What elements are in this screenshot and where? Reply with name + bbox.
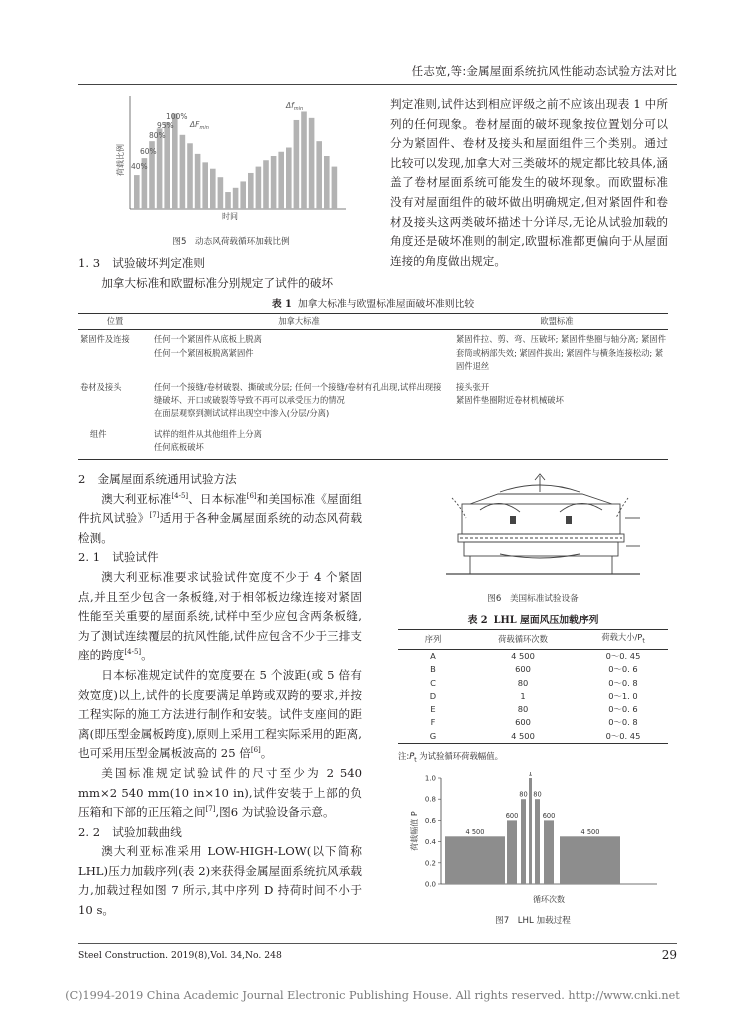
- table-2-title: 表 2 LHL 屋面风压加载序列: [467, 615, 599, 626]
- table-cell: 4 500: [468, 730, 578, 744]
- table-cell: 卷材及接头: [80, 381, 122, 392]
- figure-6-caption: 图6 美国标准试验设备: [487, 594, 579, 604]
- header-rule: [78, 84, 677, 85]
- fig5-bar: [256, 167, 262, 209]
- fig7-bar-label: 1: [528, 772, 533, 778]
- fig7-bar-label: 600: [542, 811, 556, 820]
- table-1: [78, 313, 668, 460]
- table-cell: 0～1. 0: [608, 690, 638, 701]
- fig7-y-tick-label: 0.0: [424, 880, 436, 889]
- table-cell: 0～0. 45: [578, 730, 668, 744]
- fig5-bar: [263, 160, 269, 209]
- fig5-label-95: 95%: [157, 121, 174, 130]
- column-header: 位置: [78, 314, 152, 330]
- fig6-lower-chamber: [464, 542, 618, 556]
- journal-citation: Steel Construction. 2019(8),Vol. 34,No. 248: [78, 950, 282, 961]
- table-cell: 80: [517, 677, 529, 688]
- fig7-bar: [445, 836, 505, 884]
- table-cell: 0～0. 6: [608, 664, 638, 675]
- table-cell: [446, 425, 668, 459]
- table-cell: G: [398, 730, 468, 744]
- table-cell: D: [429, 690, 437, 701]
- figure-7: [405, 772, 660, 910]
- table-cell: 紧固件拉、剪、弯、压破坏; 紧固件垫圈与轴分离; 紧固件套筒或柄部失效; 紧固件拔出; 紧固件与横条连接松动; 紧固件退丝: [456, 334, 666, 372]
- fig7-y-tick-label: 0.6: [424, 816, 436, 825]
- fig6-part: [510, 516, 516, 524]
- table-cell: 试样的组件从其他组件上分离 任何底板破坏: [152, 425, 446, 459]
- figure-7-caption: 图7 LHL 加载过程: [495, 916, 571, 926]
- fig5-bar: [309, 118, 315, 209]
- table-cell: 紧固件及连接: [80, 334, 130, 345]
- table-row: [398, 677, 668, 690]
- fig5-label-60: 60%: [140, 147, 157, 156]
- paragraph: 美国标准规定试验试件的尺寸至少为 2 540 mm×2 540 mm(10 in×10 in),试件安装于上部的负压箱和下部的正压箱之间[7],图6 为试验设备示意。: [78, 765, 362, 820]
- fig6-dashed-flow: [452, 498, 466, 518]
- fig5-bar: [210, 169, 216, 209]
- table-row: [78, 378, 668, 425]
- column-header: 欧盟标准: [446, 314, 668, 330]
- table-row: [398, 649, 668, 663]
- fig5-bar: [286, 148, 292, 209]
- fig5-bar: [233, 188, 239, 209]
- table-row: [398, 663, 668, 676]
- table-2-note: 注$:P_t$ 为试验循环荷载幅值。: [398, 751, 504, 764]
- table-cell: C: [430, 677, 436, 688]
- fig5-bar: [225, 192, 231, 209]
- fig7-bar-label: 4 500: [580, 827, 600, 836]
- column-header: 序列: [398, 630, 468, 650]
- fig5-bar: [248, 173, 254, 209]
- paragraph: 判定准则,试件达到相应评级之前不应该出现表 1 中所列的任何现象。卷材屋面的破坏现象按位置划分可以分为紧固件、卷材及接头和屋面组件三个类别。通过比较可以发现,加拿大对三类破坏的规定都比较具体,涵盖了卷材屋面系统可能发生的破坏现象。而欧盟标准没有对屋面组件的破坏做出明确规定,但对紧固件和卷材及接头这两类破坏描述十分详尽,无论从试验加载的角度还是破坏准则的制定,欧盟标准都更偏向于从屋面连接的角度做出规定。: [390, 97, 668, 268]
- fig7-bar: [521, 799, 526, 884]
- table-cell: A: [430, 650, 436, 661]
- figure-7-chart: [405, 772, 660, 910]
- page-number: 29: [661, 948, 677, 962]
- section-heading: 2. 2 试验加载曲线: [78, 824, 182, 839]
- table-row: [398, 690, 668, 703]
- footer-rule: [78, 943, 677, 944]
- table-cell: 任何一个紧固件从底板上脱离 任何一个紧固板脱离紧固件: [154, 334, 262, 358]
- section-heading: 2 金属屋面系统通用试验方法: [78, 472, 237, 486]
- fig5-bar: [240, 181, 246, 209]
- figure-6-drawing: [440, 470, 645, 586]
- fig7-bar: [529, 778, 532, 884]
- paragraph: 加拿大标准和欧盟标准分别规定了试件的破坏: [101, 275, 334, 290]
- table-cell: 任何一个接缝/卷材破裂、撕破或分层; 任何一个接缝/卷材有孔出现,试样出现接缝破坏、开口或破裂等导致不再可以承受压力的情况 在面层观察到测试试样出现空中渗入(分层/分离): [154, 381, 442, 419]
- fig5-bar: [271, 156, 277, 209]
- table-row: [78, 425, 668, 459]
- table-cell: 600: [515, 664, 531, 675]
- table-cell: 接头张开 紧固件垫圈附近卷材机械破坏: [456, 381, 564, 406]
- fig5-label-80: 80%: [149, 131, 166, 140]
- fig5-bar: [294, 120, 300, 209]
- section-1-3: [78, 254, 362, 293]
- column-header: 荷载大小$/P_t$: [578, 630, 668, 650]
- paragraph: 澳大利亚标准[4-5]、日本标准[6]和美国标准《屋面组件抗风试验》[7]适用于各种金属屋面系统的动态风荷载检测。: [78, 491, 362, 545]
- column-header: 加拿大标准: [152, 314, 446, 330]
- table-cell: 600: [515, 717, 531, 728]
- figure-5-plot: [100, 94, 362, 244]
- running-header: 任志宽,等:金属屋面系统抗风性能动态试验方法对比: [411, 64, 677, 78]
- table-1-title: 表 1 加拿大标准与欧盟标准屋面破坏准则比较: [271, 299, 475, 310]
- fig5-annotation-right: $\Delta f_{min}$: [286, 101, 304, 112]
- fig6-flow-arrow: [560, 503, 602, 512]
- table-row: [78, 330, 668, 378]
- fig6-upper-chamber: [462, 504, 620, 534]
- table-cell: 0～0. 8: [608, 717, 638, 728]
- table-cell: 4 500: [511, 650, 535, 661]
- fig6-part: [566, 516, 572, 524]
- table-2: [398, 629, 668, 744]
- fig5-bar: [195, 154, 201, 209]
- fig6-dashed-flow: [616, 498, 628, 518]
- fig7-bar-label: 600: [505, 811, 519, 820]
- table-row: [398, 703, 668, 716]
- table-row: [398, 716, 668, 729]
- figure-5: [100, 94, 362, 244]
- fig6-hood-outline: [470, 494, 612, 504]
- fig7-y-tick-label: 0.8: [424, 795, 436, 804]
- table-cell: E: [430, 704, 436, 715]
- section-heading: 2. 1 试验试件: [78, 550, 159, 565]
- fig7-y-tick-label: 1.0: [424, 774, 436, 783]
- paragraph: 日本标准规定试件的宽度要在 5 个波距(或 5 倍有效宽度)以上,试件的长度要满足单跨或双跨的要求,并按工程实际的施工方法进行制作和安装。试件支座间的距离(即压型金属板跨度),原则上采用工程实际采用的距离,也可采用压型金属板波高的 25 倍[6]。: [78, 667, 362, 761]
- table-cell: 80: [517, 704, 529, 715]
- fig5-ylabel: 荷载比例: [116, 144, 125, 176]
- fig7-xlabel: 循环次数: [533, 895, 565, 904]
- fig7-bar: [535, 799, 540, 884]
- fig7-bar-label: 4 500: [465, 827, 485, 836]
- fig7-bar-label: 80: [533, 790, 542, 799]
- fig5-label-40: 40%: [131, 162, 148, 171]
- table-cell: 1: [520, 690, 526, 701]
- fig5-bar: [278, 152, 284, 209]
- fig7-y-tick-label: 0.2: [424, 859, 436, 868]
- table-cell: 0～0. 6: [608, 704, 638, 715]
- table-cell: 0～0. 45: [605, 650, 641, 661]
- fig5-bar: [316, 141, 322, 209]
- fig5-annotation-left: $\Delta F_{min}$: [190, 120, 209, 131]
- fig7-bar: [544, 820, 554, 884]
- fig5-label-100: 100%: [166, 112, 188, 121]
- fig5-bar: [157, 128, 163, 209]
- column-header: 荷载循环次数: [468, 630, 578, 650]
- fig5-bar: [324, 156, 330, 209]
- fig5-bar: [180, 135, 186, 209]
- fig7-bar: [507, 820, 517, 884]
- figure-6: [440, 470, 645, 586]
- fig5-bar: [134, 175, 140, 209]
- fig7-bar-label: 80: [519, 790, 528, 799]
- table-row: [398, 730, 668, 744]
- table-cell: F: [430, 717, 436, 728]
- table-cell: B: [430, 664, 436, 675]
- paragraph: 澳大利亚标准采用 LOW-HIGH-LOW(以下简称 LHL)压力加载序列(表 2)来获得金属屋面系统抗风承载力,加载过程如图 7 所示,其中序列 D 持荷时间不小于 10 s。: [78, 844, 362, 918]
- fig5-bar: [202, 162, 208, 209]
- fig5-bar: [218, 177, 224, 209]
- fig7-y-tick-label: 0.4: [424, 838, 436, 847]
- fig7-ylabel: 荷载幅值 P: [410, 811, 419, 851]
- fig5-bar: [301, 111, 307, 209]
- section-heading: 1. 3 试验破坏判定准则: [78, 256, 205, 270]
- section-2: [78, 470, 362, 921]
- table-cell: 0～0. 8: [608, 677, 638, 688]
- right-column-text: [390, 95, 668, 271]
- fig5-bar: [187, 143, 193, 209]
- fig7-bar: [560, 836, 620, 884]
- table-cell: 组件: [78, 425, 152, 459]
- publisher-watermark: (C)1994-2019 China Academic Journal Electronic Publishing House. All rights reserved. http://www.cnki.net: [65, 989, 680, 1002]
- fig5-bar: [332, 167, 338, 209]
- paragraph: 澳大利亚标准要求试验试件宽度不少于 4 个紧固点,并且至少包含一条板缝,对于相邻板边缘连接对紧固性能至关重要的屋面系统,试样中至少应包含两条板缝,为了测试连续覆层的抗风性能,试件应包含不少于三排支座的跨度[4-5]。: [78, 569, 362, 663]
- fig6-flow-arrow: [480, 503, 520, 512]
- fig5-xlabel: 时间: [222, 212, 238, 221]
- figure-5-caption: 图5 动态风荷载循环加载比例: [172, 237, 290, 247]
